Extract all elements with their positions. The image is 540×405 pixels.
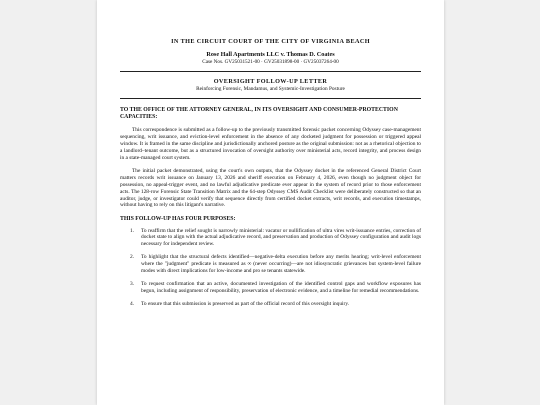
purpose-number: 4.	[130, 300, 135, 307]
body-paragraph-2: The initial packet demonstrated, using the court's own outputs, that the Odyssey docket in the referenced General District Court matters records writ issuance on January 13, 2026 and sheriff execution on February 4, 2026, even though no judgment object for possession, no appeal-trigger event, and no lawful adjudicative predicate ever appear in the system of record prior to those enforcement acts. The 128-row Forensic State Transition Matrix and the 64-step Odyssey CMS Audit Checklist were deliberately constructed so that an auditor, judge, or investigator could verify that sequence directly from certified docket extracts, writ records, and execution timestamps, without having to rely on this litigant's narrative.	[120, 167, 421, 209]
letter-subtitle: Reinforcing Forensic, Mandamus, and Systemic-Investigation Posture	[196, 86, 345, 92]
purposes-heading: THIS FOLLOW-UP HAS FOUR PURPOSES:	[120, 216, 236, 223]
purpose-item-2	[130, 254, 421, 275]
case-caption: Rose Hall Apartments LLC v. Thomas D. Coates	[206, 51, 335, 58]
addressee: TO THE OFFICE OF THE ATTORNEY GENERAL, IN ITS OVERSIGHT AND CONSUMER-PROTECTION CAPACITIES:	[120, 107, 398, 121]
purpose-number: 3.	[130, 281, 135, 288]
purposes-list	[120, 228, 421, 308]
purpose-item-4	[130, 301, 421, 308]
purpose-text: To highlight that the structural defects identified—negative-delta execution before any merits hearing; writ-level enforcement where the "judgment" predicate is measured as ∞ (never occurring)—are not idiosyncratic grievances but system-level failure modes with direct implications for low-income and pro se tenants statewide.	[141, 254, 421, 275]
purpose-text: To ensure that this submission is preserved as part of the official record of this oversight inquiry.	[141, 300, 350, 307]
purpose-number: 1.	[130, 227, 135, 234]
body-paragraph-1: This correspondence is submitted as a follow-up to the previously transmitted forensic packet concerning Odyssey case-management sequencing, writ issuance, and eviction-level enforcement in the absence of any docketed judgment for possession or triggered appeal window. It is framed in the same discipline and jurisdictionally anchored posture as the original submission: not as a rhetorical objection to a landlord–tenant outcome, but as a structured invocation of oversight authority over ministerial acts, record integrity, and process design in a state-managed court system.	[120, 127, 421, 162]
document-page	[97, 0, 444, 405]
purpose-item-1	[130, 228, 421, 249]
purpose-number: 2.	[130, 254, 135, 261]
case-numbers: Case Nos. GV25031521-00 · GV25031898-00 · GV25037264-00	[202, 59, 339, 65]
purpose-text: To reaffirm that the relief sought is narrowly ministerial: vacatur or nullification of ultra vires writ-issuance entries, correction of docket state to align with the actual adjudicative record, and preservation and production of Odyssey configuration and audit logs necessary for independent review.	[141, 227, 421, 248]
purpose-item-3	[130, 281, 421, 295]
header-rule	[120, 71, 421, 72]
letter-title: OVERSIGHT FOLLOW-UP LETTER	[213, 78, 328, 85]
purpose-text: To request confirmation that an active, documented investigation of the identified control gaps and workflow exposures has begun, including assignment of responsibility, preservation of electronic evidence, and a timeline for remedial recommendations.	[141, 281, 421, 294]
court-heading: IN THE CIRCUIT COURT OF THE CITY OF VIRGINIA BEACH	[171, 38, 370, 45]
title-rule	[120, 98, 421, 99]
